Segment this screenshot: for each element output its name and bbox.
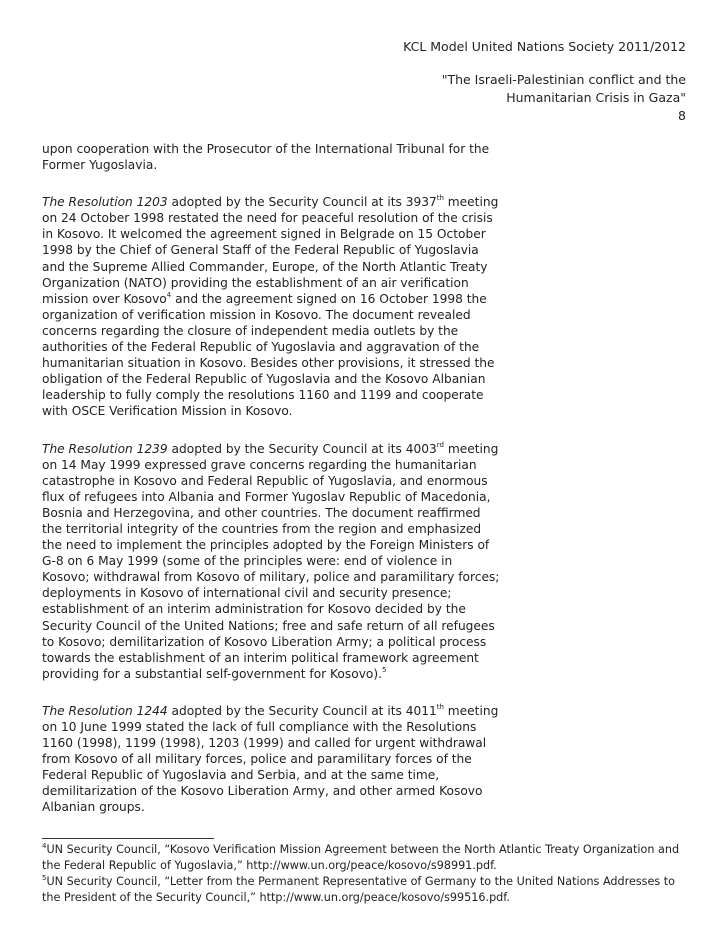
resolution-title: The Resolution 1239 <box>42 441 168 456</box>
header-topic-line2: Humanitarian Crisis in Gaza" <box>506 90 686 105</box>
paragraph-resolution-1244: The Resolution 1244 adopted by the Security Council at its 4011th meeting on 10 June 1999 stated the lack of full compliance with the Resolutions 1160 (1998), 1199 (1998), 1203 (1999) and called for urgent withdrawal from Kosovo of all military forces, police and paramilitary forces of the Federal Republic of Yugoslavia and Serbia, and at the same time, demilitarization of the Kosovo Liberation Army, and other armed Kosovo Albanian groups. <box>42 702 499 815</box>
header-topic-line1: "The Israeli-Palestinian conflict and the <box>441 72 686 87</box>
header-org: KCL Model United Nations Society 2011/2012 <box>403 39 686 54</box>
page-header <box>403 38 686 125</box>
resolution-title: The Resolution 1203 <box>42 195 168 210</box>
resolution-title: The Resolution 1244 <box>42 703 168 718</box>
footnote-ref[interactable]: 5 <box>382 665 387 674</box>
footnote-4: $^4$UN Security Council, “Kosovo Verification Mission Agreement between the North Atlantic Treaty Organization and the Federal Republic of Yugoslavia,” http://www.un.org/peace/kosovo/s98991.pdf. <box>42 842 680 872</box>
main-text <box>42 141 502 837</box>
footnote-divider <box>42 838 214 839</box>
footnote-ref[interactable]: 4 <box>166 290 172 299</box>
footnote-5: $^5$UN Security Council, “Letter from the Permanent Representative of Germany to the United Nations Addresses to the President of the Security Council,” http://www.un.org/peace/kosovo/s99516.pdf. <box>42 874 675 904</box>
footnotes <box>42 842 692 906</box>
paragraph-continuation: upon cooperation with the Prosecutor of the International Tribunal for the Former Yugoslavia. <box>42 142 490 173</box>
paragraph-resolution-1203: The Resolution 1203 adopted by the Security Council at its 3937th meeting on 24 October 1998 restated the need for peaceful resolution of the crisis in Kosovo. It welcomed the agreement signed in Belgrade on 15 October 1998 by the Chief of General Staff of the Federal Republic of Yugoslavia and the Supreme Allied Commander, Europe, of the North Atlantic Treaty Organization (NATO) providing the establishment of an air verification mission over Kosovo$^4$ and the agreement signed on 16 October 1998 the organization of verification mission in Kosovo. The document revealed concerns regarding the closure of independent media outlets by the authorities of the Federal Republic of Yugoslavia and aggravation of the humanitarian situation in Kosovo. Besides other provisions, it stressed the obligation of the Federal Republic of Yugoslavia and the Kosovo Albanian leadership to fully comply the resolutions 1160 and 1199 and cooperate with OSCE Verification Mission in Kosovo. <box>42 194 499 419</box>
page-number: 8 <box>678 108 686 123</box>
paragraph-resolution-1239: The Resolution 1239 adopted by the Security Council at its 4003rd meeting on 14 May 1999 expressed grave concerns regarding the humanitarian catastrophe in Kosovo and Federal Republic of Yugoslavia, and enormous flux of refugees into Albania and Former Yugoslav Republic of Macedonia, Bosnia and Herzegovina, and other countries. The document reaffirmed the territorial integrity of the countries from the region and emphasized the need to implement the principles adopted by the Foreign Ministers of G-8 on 6 May 1999 (some of the principles were: end of violence in Kosovo; withdrawal from Kosovo of military, police and paramilitary forces; deployments in Kosovo of international civil and security presence; establishment of an interim administration for Kosovo decided by the Security Council of the United Nations; free and safe return of all refugees to Kosovo; demilitarization of Kosovo Liberation Army; a political process towards the establishment of an interim political framework agreement providing for a substantial self-government for Kosovo).$^5$ <box>42 440 500 681</box>
